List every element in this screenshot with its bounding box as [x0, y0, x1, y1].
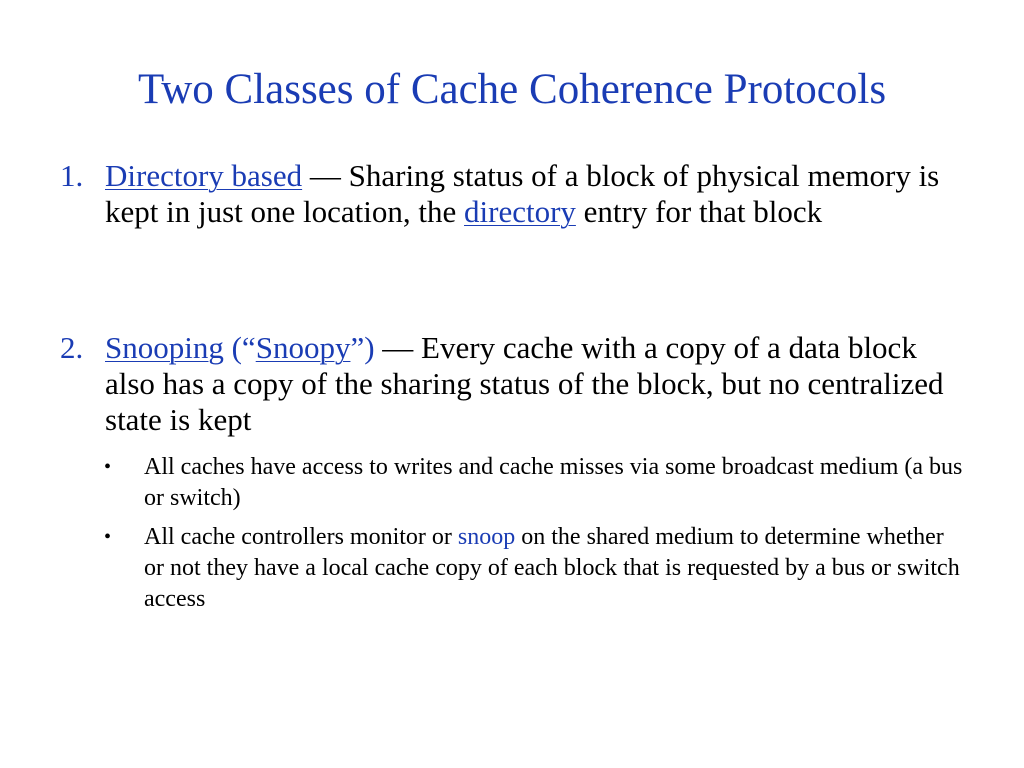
bullet-icon: •: [104, 526, 112, 548]
list-number: 1.: [60, 158, 84, 193]
list-number: 2.: [60, 330, 84, 365]
sub-item-text-after: on the shared medium to determine whether or not they have a local cache copy of each block that is requested by a bus or switch access: [144, 524, 960, 612]
snooping-link[interactable]: Snooping: [105, 330, 224, 365]
sub-item-broadcast: [104, 452, 964, 516]
directory-link[interactable]: directory: [464, 194, 576, 229]
list-item-text: — Sharing status of a block of physical memory is kept in just one location, the: [105, 158, 940, 229]
bullet-icon: •: [104, 456, 112, 478]
list-item-text: — Every cache with a copy of a data block also has a copy of the sharing status of the block, but no centralized state is kept: [105, 330, 944, 437]
sub-item-snoop: [104, 522, 964, 618]
list-item-body: [105, 158, 960, 230]
sub-item-text: All caches have access to writes and cache misses via some broadcast medium (a bus or switch): [144, 454, 963, 511]
sub-item-text: [144, 522, 964, 615]
sub-item-text-before: All cache controllers monitor or: [144, 524, 458, 550]
slide-title: Two Classes of Cache Coherence Protocols: [137, 66, 887, 113]
list-item-snooping: [60, 330, 960, 442]
directory-based-link[interactable]: Directory based: [105, 158, 303, 193]
snoop-term: snoop: [457, 524, 516, 550]
snoopy-link[interactable]: Snoopy: [255, 330, 351, 365]
paren-open: (“: [223, 330, 256, 365]
list-item-directory: [60, 158, 960, 270]
list-item-text: entry for that block: [575, 194, 823, 229]
list-item-body: [105, 330, 960, 438]
paren-close: ”): [350, 330, 375, 365]
